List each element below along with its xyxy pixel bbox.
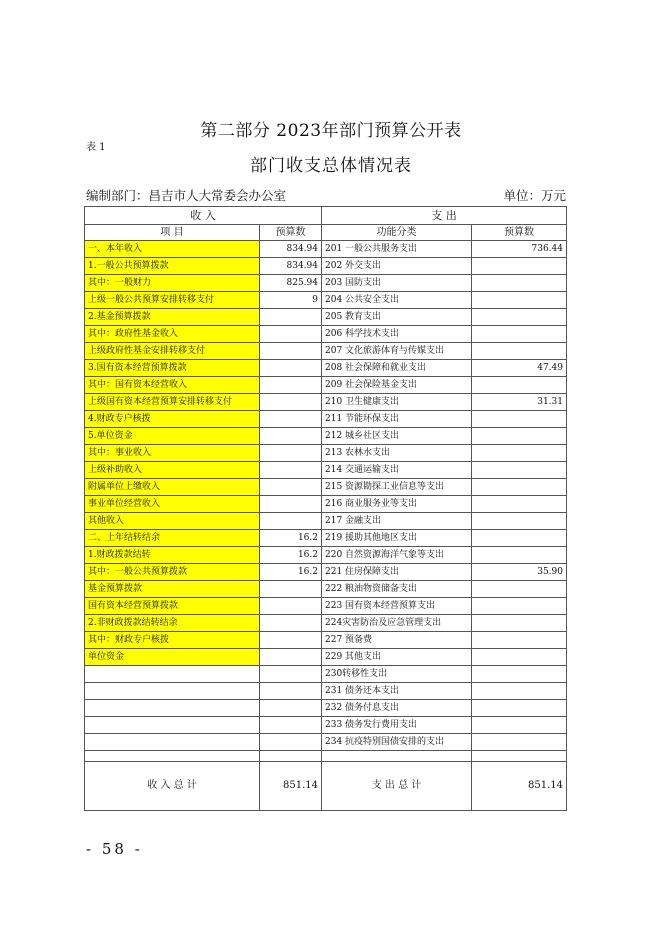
table-row — [85, 734, 567, 751]
expense-item-cell: 207 文化旅游体育与传媒支出 — [322, 343, 472, 360]
budget-table — [84, 206, 567, 811]
expense-item-cell: 203 国防支出 — [322, 275, 472, 292]
income-header: 收 入 — [85, 207, 322, 225]
table-row — [85, 462, 567, 479]
income-amount-cell — [260, 700, 322, 717]
expense-amount-cell — [472, 581, 567, 598]
expense-item-cell: 210 卫生健康支出 — [322, 394, 472, 411]
expense-item-cell: 232 债务付息支出 — [322, 700, 472, 717]
expense-amount-cell — [472, 275, 567, 292]
income-item-cell: 其中：事业收入 — [85, 445, 260, 462]
income-item-cell: 其中：一般公共预算拨款 — [85, 564, 260, 581]
table-row — [85, 581, 567, 598]
income-amount-cell — [260, 462, 322, 479]
expense-item-header: 功能分类 — [322, 225, 472, 241]
empty-row — [85, 751, 567, 762]
table-row — [85, 479, 567, 496]
table-row — [85, 564, 567, 581]
expense-amount-cell: 736.44 — [472, 241, 567, 258]
income-amount-cell — [260, 343, 322, 360]
expense-amount-cell: 47.49 — [472, 360, 567, 377]
income-amount-cell — [260, 598, 322, 615]
income-amount-cell — [260, 326, 322, 343]
income-amount-cell — [260, 394, 322, 411]
income-amount-cell — [260, 360, 322, 377]
expense-item-cell: 224灾害防治及应急管理支出 — [322, 615, 472, 632]
expense-total-amount: 851.14 — [472, 762, 567, 811]
empty-cell — [322, 751, 472, 762]
table-row — [85, 360, 567, 377]
table-row — [85, 326, 567, 343]
expense-amount-cell — [472, 513, 567, 530]
expense-amount-cell — [472, 309, 567, 326]
table-row — [85, 343, 567, 360]
income-item-cell: 事业单位经营收入 — [85, 496, 260, 513]
expense-item-cell: 231 债务还本支出 — [322, 683, 472, 700]
income-amount-cell: 16.2 — [260, 564, 322, 581]
income-amount-cell — [260, 632, 322, 649]
totals-row — [85, 762, 567, 811]
expense-amount-cell — [472, 479, 567, 496]
expense-amount-cell — [472, 598, 567, 615]
income-item-cell: 其中：一般财力 — [85, 275, 260, 292]
income-item-cell: 其中：财政专户核拨 — [85, 632, 260, 649]
income-amount-cell — [260, 717, 322, 734]
expense-header: 支 出 — [322, 207, 567, 225]
expense-item-cell: 208 社会保障和就业支出 — [322, 360, 472, 377]
expense-item-cell: 211 节能环保支出 — [322, 411, 472, 428]
table-row — [85, 411, 567, 428]
income-item-cell: 上级政府性基金安排转移支付 — [85, 343, 260, 360]
table-title: 部门收支总体情况表 — [250, 156, 412, 176]
expense-item-cell: 209 社会保险基金支出 — [322, 377, 472, 394]
table-row — [85, 700, 567, 717]
page-number: - 58 - — [86, 840, 143, 858]
table-row — [85, 428, 567, 445]
expense-item-cell: 213 农林水支出 — [322, 445, 472, 462]
income-amount-cell — [260, 649, 322, 666]
expense-amount-cell — [472, 292, 567, 309]
income-item-cell: 二、上年结转结余 — [85, 530, 260, 547]
income-amount-header: 预算数 — [260, 225, 322, 241]
income-item-cell: 其中：国有资本经营收入 — [85, 377, 260, 394]
expense-item-cell: 229 其他支出 — [322, 649, 472, 666]
income-item-cell: 附属单位上缴收入 — [85, 479, 260, 496]
income-item-header: 项 目 — [85, 225, 260, 241]
empty-cell — [260, 751, 322, 762]
expense-item-cell: 222 粮油物资储备支出 — [322, 581, 472, 598]
income-amount-cell: 16.2 — [260, 547, 322, 564]
expense-item-cell: 214 交通运输支出 — [322, 462, 472, 479]
table-row — [85, 275, 567, 292]
income-item-cell: 国有资本经营预算拨款 — [85, 598, 260, 615]
expense-amount-cell — [472, 683, 567, 700]
expense-item-cell: 233 债务发行费用支出 — [322, 717, 472, 734]
header-row-sub — [85, 225, 567, 241]
table-row — [85, 598, 567, 615]
income-amount-cell — [260, 479, 322, 496]
expense-item-cell: 204 公共安全支出 — [322, 292, 472, 309]
income-amount-cell — [260, 411, 322, 428]
table-row — [85, 445, 567, 462]
income-amount-cell — [260, 683, 322, 700]
income-amount-cell — [260, 309, 322, 326]
expense-amount-cell — [472, 326, 567, 343]
expense-item-cell: 219 援助其他地区支出 — [322, 530, 472, 547]
table-row — [85, 666, 567, 683]
expense-amount-cell — [472, 734, 567, 751]
table-row — [85, 394, 567, 411]
income-amount-cell — [260, 513, 322, 530]
income-amount-cell: 825.94 — [260, 275, 322, 292]
table-row — [85, 615, 567, 632]
empty-cell — [472, 751, 567, 762]
expense-item-cell: 217 金融支出 — [322, 513, 472, 530]
expense-amount-cell — [472, 462, 567, 479]
income-item-cell — [85, 734, 260, 751]
income-item-cell: 2.非财政拨款结转结余 — [85, 615, 260, 632]
table-row — [85, 377, 567, 394]
expense-amount-cell: 31.31 — [472, 394, 567, 411]
expense-amount-cell: 35.90 — [472, 564, 567, 581]
page-title: 第二部分 2023年部门预算公开表 — [200, 121, 462, 141]
income-item-cell — [85, 700, 260, 717]
expense-item-cell: 205 教育支出 — [322, 309, 472, 326]
table-row — [85, 717, 567, 734]
income-amount-cell: 16.2 — [260, 530, 322, 547]
expense-amount-cell — [472, 632, 567, 649]
expense-item-cell: 234 抗疫特别国债安排的支出 — [322, 734, 472, 751]
income-item-cell: 5.单位资金 — [85, 428, 260, 445]
income-amount-cell — [260, 377, 322, 394]
income-item-cell: 3.国有资本经营预算拨款 — [85, 360, 260, 377]
header-row-main — [85, 207, 567, 225]
expense-item-cell: 212 城乡社区支出 — [322, 428, 472, 445]
expense-item-cell: 201 一般公共服务支出 — [322, 241, 472, 258]
unit-label: 单位：万元 — [503, 188, 566, 203]
income-item-cell: 单位资金 — [85, 649, 260, 666]
department-label: 编制部门：昌吉市人大常委会办公室 — [86, 188, 287, 203]
expense-item-cell: 221 住房保障支出 — [322, 564, 472, 581]
expense-amount-cell — [472, 666, 567, 683]
table-row — [85, 632, 567, 649]
expense-amount-cell — [472, 411, 567, 428]
expense-amount-cell — [472, 377, 567, 394]
income-amount-cell: 834.94 — [260, 241, 322, 258]
income-amount-cell — [260, 428, 322, 445]
income-item-cell: 其中：政府性基金收入 — [85, 326, 260, 343]
table-row — [85, 649, 567, 666]
expense-amount-cell — [472, 445, 567, 462]
income-amount-cell: 834.94 — [260, 258, 322, 275]
expense-amount-cell — [472, 615, 567, 632]
empty-cell — [85, 751, 260, 762]
income-item-cell: 一、本年收入 — [85, 241, 260, 258]
income-item-cell: 上级补助收入 — [85, 462, 260, 479]
income-item-cell: 上级一般公共预算安排转移支付 — [85, 292, 260, 309]
table-id: 表 1 — [86, 142, 106, 153]
expense-amount-cell — [472, 530, 567, 547]
expense-item-cell: 202 外交支出 — [322, 258, 472, 275]
expense-total-label: 支 出 总 计 — [322, 762, 472, 811]
expense-item-cell: 216 商业服务业等支出 — [322, 496, 472, 513]
income-item-cell: 上级国有资本经营预算安排转移支付 — [85, 394, 260, 411]
expense-item-cell: 215 资源勘探工业信息等支出 — [322, 479, 472, 496]
income-item-cell: 2.基金预算拨款 — [85, 309, 260, 326]
expense-amount-cell — [472, 700, 567, 717]
table-row — [85, 258, 567, 275]
income-item-cell — [85, 717, 260, 734]
income-amount-cell — [260, 666, 322, 683]
expense-amount-cell — [472, 547, 567, 564]
income-item-cell: 1.财政拨款结转 — [85, 547, 260, 564]
table-row — [85, 241, 567, 258]
expense-amount-cell — [472, 428, 567, 445]
income-total-label: 收 入 总 计 — [85, 762, 260, 811]
expense-item-cell: 206 科学技术支出 — [322, 326, 472, 343]
income-amount-cell — [260, 734, 322, 751]
expense-item-cell: 223 国有资本经营预算支出 — [322, 598, 472, 615]
expense-amount-cell — [472, 649, 567, 666]
income-item-cell: 其他收入 — [85, 513, 260, 530]
income-total-amount: 851.14 — [260, 762, 322, 811]
table-row — [85, 513, 567, 530]
table-row — [85, 496, 567, 513]
expense-amount-cell — [472, 258, 567, 275]
income-item-cell — [85, 666, 260, 683]
income-amount-cell — [260, 615, 322, 632]
table-row — [85, 530, 567, 547]
expense-item-cell: 227 预备费 — [322, 632, 472, 649]
income-item-cell: 1.一般公共预算拨款 — [85, 258, 260, 275]
table-row — [85, 309, 567, 326]
expense-amount-cell — [472, 496, 567, 513]
table-row — [85, 683, 567, 700]
income-item-cell: 基金预算拨款 — [85, 581, 260, 598]
table-row — [85, 292, 567, 309]
expense-amount-cell — [472, 717, 567, 734]
table-row — [85, 547, 567, 564]
income-amount-cell: 9 — [260, 292, 322, 309]
income-amount-cell — [260, 581, 322, 598]
income-item-cell: 4.财政专户核拨 — [85, 411, 260, 428]
income-item-cell — [85, 683, 260, 700]
income-amount-cell — [260, 496, 322, 513]
expense-amount-cell — [472, 343, 567, 360]
expense-item-cell: 230转移性支出 — [322, 666, 472, 683]
income-amount-cell — [260, 445, 322, 462]
expense-item-cell: 220 自然资源海洋气象等支出 — [322, 547, 472, 564]
expense-amount-header: 预算数 — [472, 225, 567, 241]
